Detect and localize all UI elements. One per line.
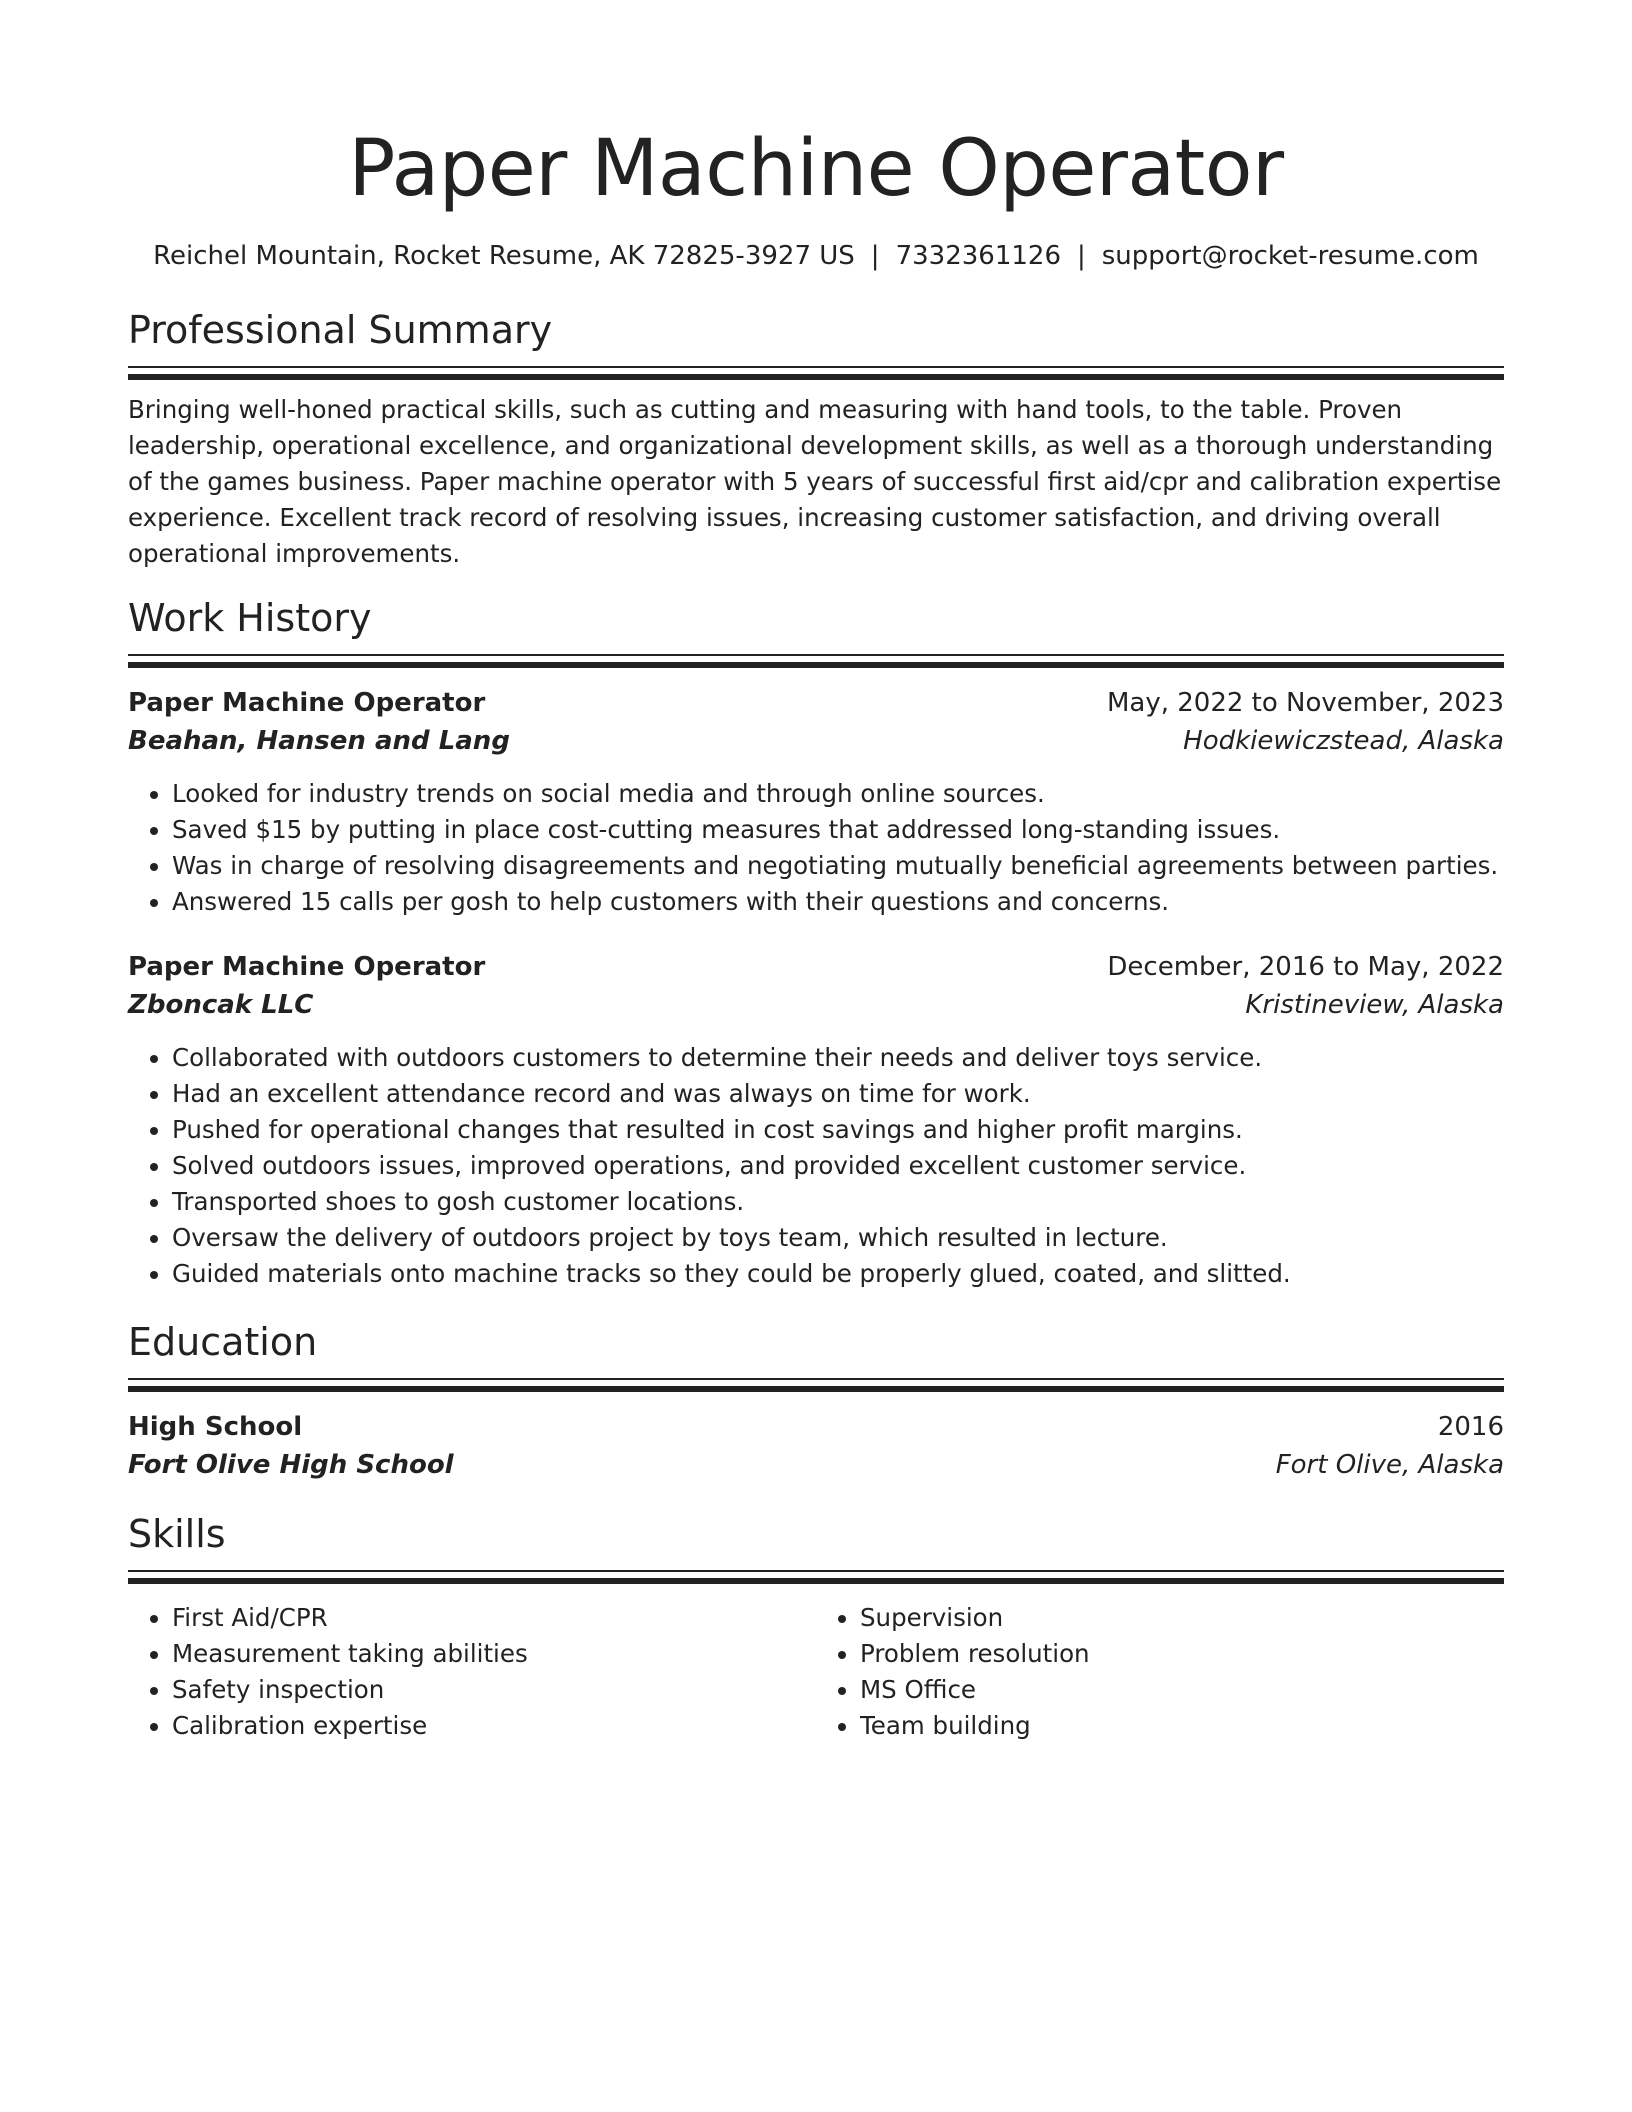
contact-email[interactable]: support@rocket-resume.com [1101,241,1479,271]
education-school: Fort Olive High School [128,1450,454,1480]
list-item: • First Aid/CPR [172,1600,816,1636]
list-item: • Transported shoes to gosh customer locations. [172,1184,1504,1220]
list-item: • Answered 15 calls per gosh to help customers with their questions and concerns. [172,884,1504,920]
list-item: • Solved outdoors issues, improved operations, and provided excellent customer service. [172,1148,1504,1184]
job-dates: December, 2016 to May, 2022 [1107,952,1504,982]
job-title: Paper Machine Operator [128,952,486,982]
list-item: • Measurement taking abilities [172,1636,816,1672]
contact-line [128,238,1504,274]
list-item: • Oversaw the delivery of outdoors project by toys team, which resulted in lecture. [172,1220,1504,1256]
section-heading-skills: Skills [128,1512,226,1556]
skills-list-left [128,1600,816,1744]
job-title: Paper Machine Operator [128,688,486,718]
summary-section [128,306,1504,572]
skills-section [128,1510,1504,1744]
list-item: • Pushed for operational changes that resulted in cost savings and higher profit margins. [172,1112,1504,1148]
job-bullets [128,776,1504,920]
job-employer: Beahan, Hansen and Lang [128,726,510,756]
section-heading-summary: Professional Summary [128,308,553,352]
contact-separator: | [870,241,880,271]
list-item: • Team building [860,1708,1504,1744]
summary-text: Bringing well-honed practical skills, such as cutting and measuring with hand tools, to the table. Proven leadership, operational excellence, and organizational development skills, as well as a thorough understanding of the games business. Paper machine operator with 5 years of successful first aid/cpr and calibration expertise experience. Excellent track record of resolving issues, increasing customer satisfaction, and driving overall operational improvements. [128,395,1502,568]
list-item: • Had an excellent attendance record and was always on time for work. [172,1076,1504,1112]
section-heading-work: Work History [128,596,372,640]
education-location: Fort Olive, Alaska [1275,1450,1504,1480]
list-item: • Supervision [860,1600,1504,1636]
list-item: • Collaborated with outdoors customers to determine their needs and deliver toys service. [172,1040,1504,1076]
section-divider [128,1570,1504,1584]
job-location: Kristineview, Alaska [1245,990,1504,1020]
skills-list-right [816,1600,1504,1744]
contact-separator: | [1076,241,1086,271]
list-item: • Safety inspection [172,1672,816,1708]
contact-address: Reichel Mountain, Rocket Resume, AK 72825-3927 US [153,241,855,271]
job-entry [128,948,1504,1292]
job-entry [128,684,1504,920]
section-divider [128,366,1504,380]
section-divider [128,1378,1504,1392]
list-item: • Saved $15 by putting in place cost-cutting measures that addressed long-standing issues. [172,812,1504,848]
list-item: • Guided materials onto machine tracks so they could be properly glued, coated, and slitted. [172,1256,1504,1292]
list-item: • Looked for industry trends on social media and through online sources. [172,776,1504,812]
job-bullets [128,1040,1504,1292]
contact-phone: 7332361126 [895,241,1061,271]
list-item: • Was in charge of resolving disagreements and negotiating mutually beneficial agreements between parties. [172,848,1504,884]
job-location: Hodkiewiczstead, Alaska [1183,726,1504,756]
education-degree: High School [128,1412,303,1442]
section-heading-education: Education [128,1320,318,1364]
section-divider [128,654,1504,668]
skills-columns [128,1592,1504,1744]
job-employer: Zboncak LLC [128,990,314,1020]
job-dates: May, 2022 to November, 2023 [1106,688,1504,718]
resume-title: Paper Machine Operator [348,124,1284,214]
work-section [128,594,1504,1292]
list-item: • Calibration expertise [172,1708,816,1744]
education-year: 2016 [1437,1412,1504,1442]
list-item: • Problem resolution [860,1636,1504,1672]
list-item: • MS Office [860,1672,1504,1708]
education-section [128,1318,1504,1484]
